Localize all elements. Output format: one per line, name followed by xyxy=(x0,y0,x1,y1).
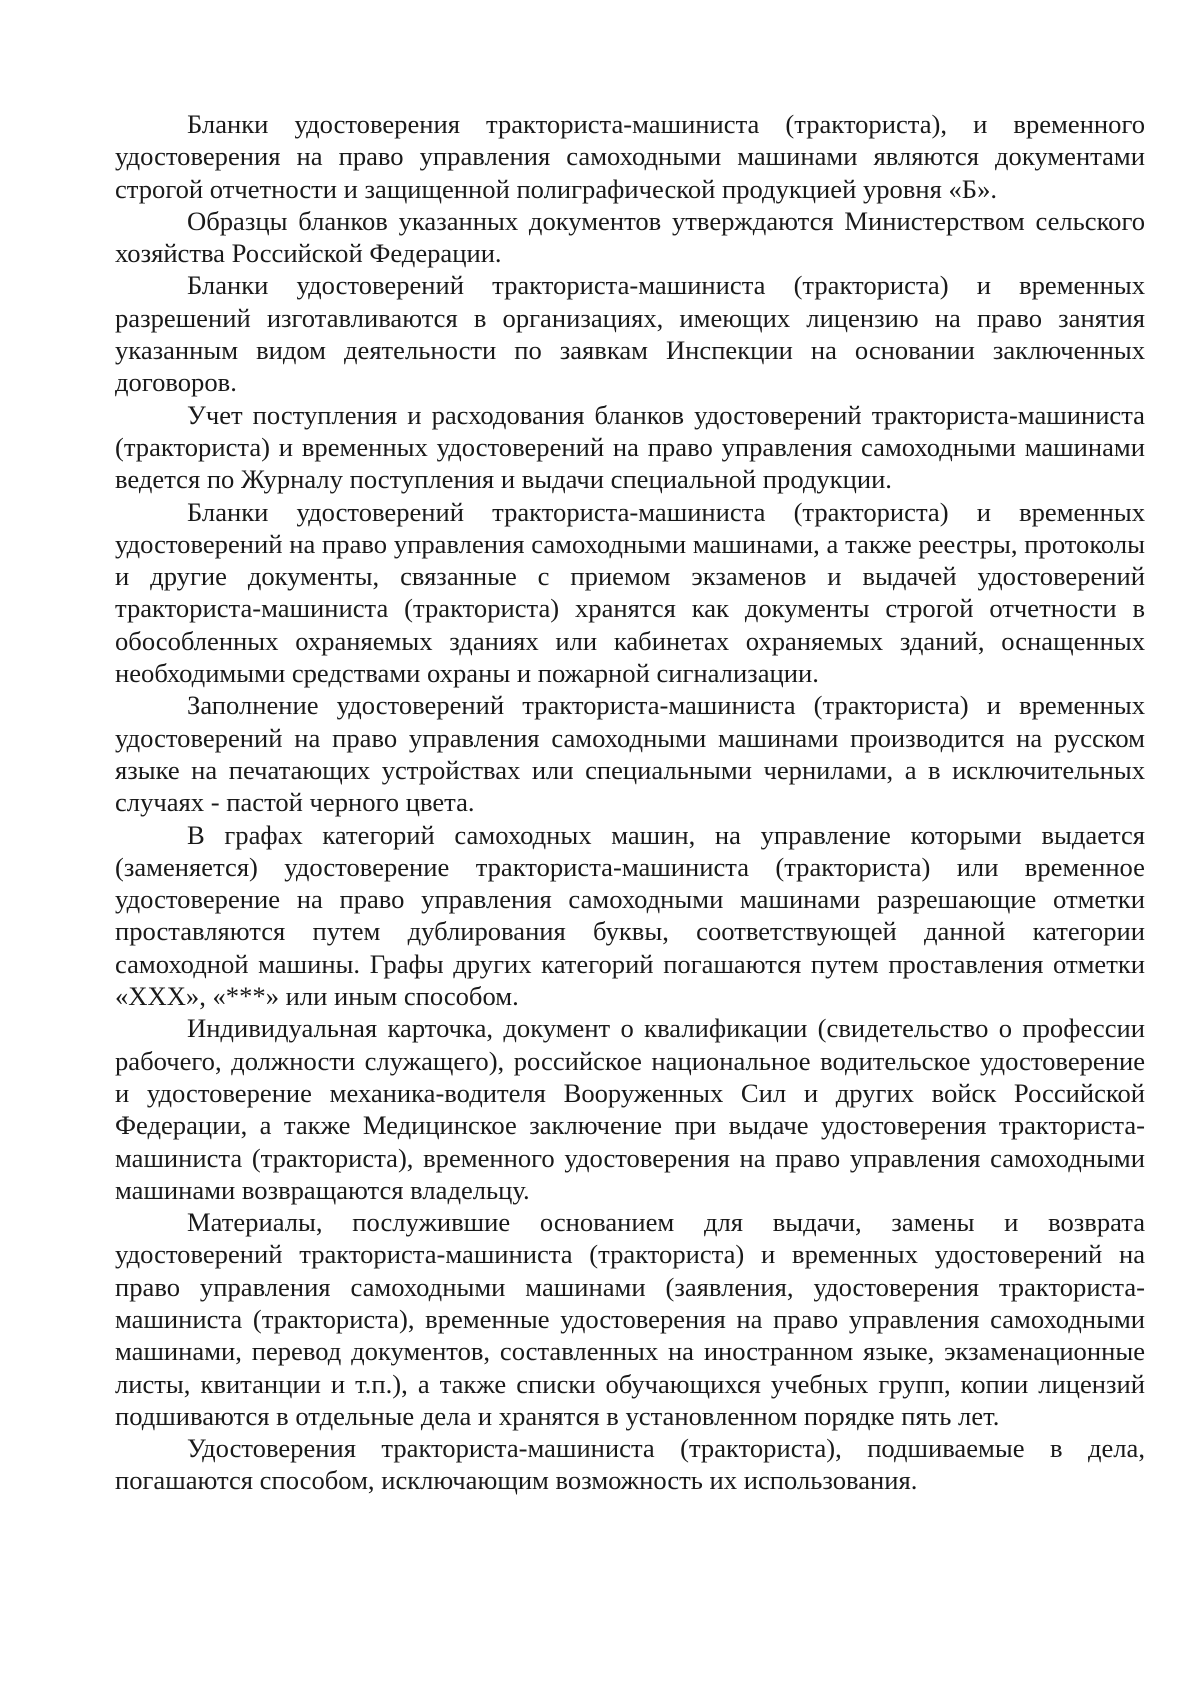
paragraph-5: Бланки удостоверений тракториста-машиниста (тракториста) и временных удостоверений на право управления самоходными машинами, а также реестры, протоколы и другие документы, связанные с приемом экзаменов и выдачей удостоверений тракториста-машиниста (тракториста) хранятся как документы строгой отчетности в обособленных охраняемых зданиях или кабинетах охраняемых зданий, оснащенных необходимыми средствами охраны и пожарной сигнализации. xyxy=(115,496,1145,689)
document-body xyxy=(115,108,1145,1497)
paragraph-2: Образцы бланков указанных документов утверждаются Министерством сельского хозяйства Российской Федерации. xyxy=(115,205,1145,269)
paragraph-10: Удостоверения тракториста-машиниста (тракториста), подшиваемые в дела, погашаются способом, исключающим возможность их использования. xyxy=(115,1433,1145,1496)
paragraph-3: Бланки удостоверений тракториста-машиниста (тракториста) и временных разрешений изготавливаются в организациях, имеющих лицензию на право занятия указанным видом деятельности по заявкам Инспекции на основании заключенных договоров. xyxy=(115,270,1145,398)
paragraph-4: Учет поступления и расходования бланков удостоверений тракториста-машиниста (тракториста) и временных удостоверений на право управления самоходными машинами ведется по Журналу поступления и выдачи специальной продукции. xyxy=(115,399,1145,495)
paragraph-1: Бланки удостоверения тракториста-машиниста (тракториста), и временного удостоверения на право управления самоходными машинами являются документами строгой отчетности и защищенной полиграфической продукцией уровня «Б». xyxy=(115,109,1145,204)
paragraph-7: В графах категорий самоходных машин, на управление которыми выдается (заменяется) удостоверение тракториста-машиниста (тракториста) или временное удостоверение на право управления самоходными машинами разрешающие отметки проставляются путем дублирования буквы, соответствующей данной категории самоходной машины. Графы других категорий погашаются путем проставления отметки «XXX», «***» или иным способом. xyxy=(115,819,1145,1012)
paragraph-6: Заполнение удостоверений тракториста-машиниста (тракториста) и временных удостоверений на право управления самоходными машинами производится на русском языке на печатающих устройствах или специальными чернилами, а в исключительных случаях - пастой черного цвета. xyxy=(115,690,1145,818)
paragraph-8: Индивидуальная карточка, документ о квалификации (свидетельство о профессии рабочего, должности служащего), российское национальное водительское удостоверение и удостоверение механика-водителя Вооруженных Сил и других войск Российской Федерации, а также Медицинское заключение при выдаче удостоверения тракториста-машиниста (тракториста), временного удостоверения на право управления самоходными машинами возвращаются владельцу. xyxy=(115,1013,1145,1205)
paragraph-9: Материалы, послужившие основанием для выдачи, замены и возврата удостоверений тракториста-машиниста (тракториста) и временных удостоверений на право управления самоходными машинами (заявления, удостоверения тракториста-машиниста (тракториста), временные удостоверения на право управления самоходными машинами, перевод документов, составленных на иностранном языке, экзаменационные листы, квитанции и т.п.), а также списки обучающихся учебных групп, копии лицензий подшиваются в отдельные дела и хранятся в установленном порядке пять лет. xyxy=(115,1207,1145,1431)
